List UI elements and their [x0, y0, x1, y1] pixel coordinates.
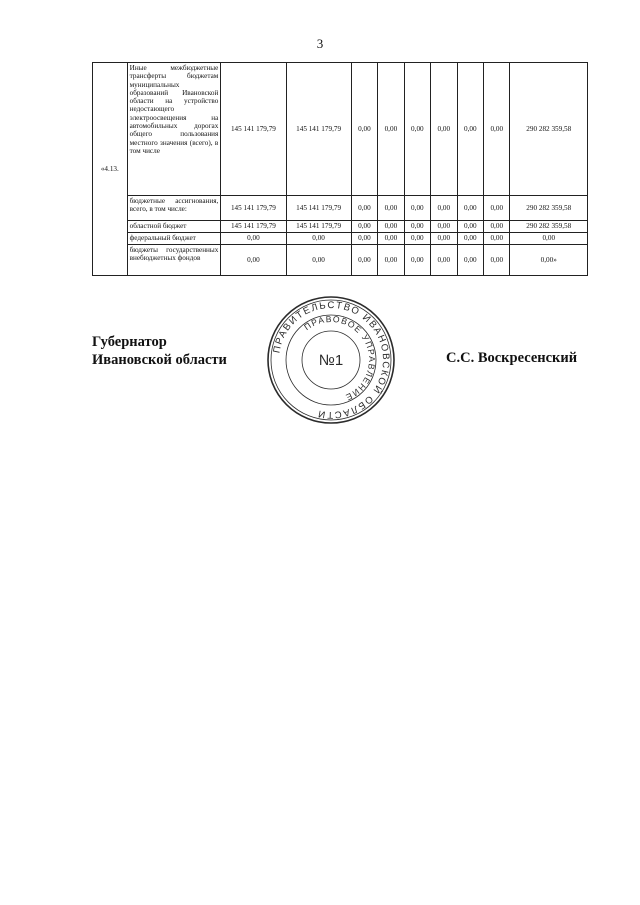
value-cell: 0,00 [431, 245, 457, 276]
value-cell: 0,00 [404, 221, 430, 233]
value-cell: 0,00 [378, 63, 404, 196]
position-line-1: Губернатор [92, 334, 167, 350]
value-cell: 0,00 [431, 63, 457, 196]
value-cell: 0,00 [378, 196, 404, 221]
page-number: 3 [316, 36, 324, 51]
value-cell: 0,00 [404, 245, 430, 276]
total-cell: 0,00» [510, 245, 588, 276]
value-cell: 145 141 179,79 [221, 221, 286, 233]
value-cell: 0,00 [221, 233, 286, 245]
value-cell: 0,00 [457, 245, 483, 276]
value-cell: 0,00 [484, 233, 510, 245]
value-cell: 145 141 179,79 [221, 63, 286, 196]
value-cell: 0,00 [431, 196, 457, 221]
table-row [93, 221, 588, 233]
signatory-position [92, 333, 227, 369]
row-description: федеральный бюджет [127, 233, 221, 245]
seal-center-text: №1 [318, 352, 344, 369]
value-cell: 0,00 [404, 63, 430, 196]
value-cell: 0,00 [457, 63, 483, 196]
value-cell: 0,00 [431, 221, 457, 233]
row-index: «4.13. [93, 63, 128, 276]
value-cell: 0,00 [457, 196, 483, 221]
value-cell: 0,00 [484, 63, 510, 196]
value-cell: 0,00 [484, 245, 510, 276]
value-cell: 0,00 [378, 245, 404, 276]
table-row [93, 233, 588, 245]
value-cell: 0,00 [404, 233, 430, 245]
total-cell: 290 282 359,58 [510, 196, 588, 221]
value-cell: 0,00 [431, 233, 457, 245]
seal-inner-text: ПРАВОВОЕ УПРАВЛЕНИЕ [302, 313, 378, 404]
total-cell: 290 282 359,58 [510, 63, 588, 196]
total-cell: 0,00 [510, 233, 588, 245]
row-description: бюджеты государственных внебюджетных фондов [127, 245, 221, 276]
value-cell: 0,00 [484, 196, 510, 221]
table-row [93, 196, 588, 221]
value-cell: 0,00 [221, 245, 286, 276]
value-cell: 0,00 [286, 233, 351, 245]
position-line-2: Ивановской области [92, 352, 227, 369]
value-cell: 0,00 [484, 221, 510, 233]
table-row [93, 63, 588, 196]
value-cell: 0,00 [286, 245, 351, 276]
value-cell: 0,00 [404, 196, 430, 221]
total-cell: 290 282 359,58 [510, 221, 588, 233]
value-cell: 145 141 179,79 [286, 196, 351, 221]
value-cell: 0,00 [351, 245, 377, 276]
official-seal [265, 294, 397, 426]
row-description: бюджетные ассигнования, всего, в том числе: [127, 196, 221, 221]
seal-graphic [265, 294, 397, 426]
value-cell: 0,00 [351, 221, 377, 233]
value-cell: 0,00 [457, 221, 483, 233]
value-cell: 145 141 179,79 [286, 221, 351, 233]
budget-table [92, 62, 588, 276]
value-cell: 0,00 [378, 233, 404, 245]
seal-outer-text: ПРАВИТЕЛЬСТВО ИВАНОВСКОЙ ОБЛАСТИ [271, 299, 392, 421]
row-description: областной бюджет [127, 221, 221, 233]
table-row [93, 245, 588, 276]
value-cell: 145 141 179,79 [221, 196, 286, 221]
value-cell: 0,00 [378, 221, 404, 233]
value-cell: 0,00 [457, 233, 483, 245]
row-description: Иные межбюджетные трансферты бюджетам муниципальных образований Ивановской области на устройство недостающего электроосвещения на автомобильных дорогах общего пользования местного значения (всего), в том числе [127, 63, 221, 196]
value-cell: 0,00 [351, 233, 377, 245]
value-cell: 0,00 [351, 196, 377, 221]
signatory-name: С.С. Воскресенский [446, 350, 578, 366]
value-cell: 0,00 [351, 63, 377, 196]
value-cell: 145 141 179,79 [286, 63, 351, 196]
